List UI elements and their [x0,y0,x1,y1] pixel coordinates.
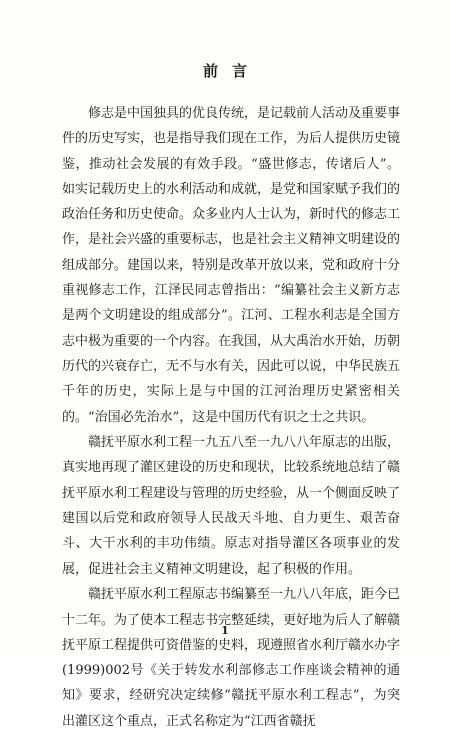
paragraph-3: 赣抚平原水利工程原志书编纂至一九八八年底，距今已十二年。为了使本工程志书完整延续，更好地为后人了解赣抚平原工程提供可资借鉴的史料，现遵照省水利厅赣水办字(1999)002号《关于转发水利部修志工作座谈会精神的通知》要求，经研究决定续修“赣抚平原水利工程志”，为突出灌区这个重点，正式名称定为“江西省赣抚 [62,587,401,729]
page-number: 1 [221,624,229,637]
paragraph-2: 赣抚平原水利工程一九五八至一九八八年原志的出版，真实地再现了灌区建设的历史和现状，比较系统地总结了赣抚平原水利工程建设与管理的历史经验，从一个侧面反映了建国以后党和政府领导人民战天斗地、自力更生、艰苦奋斗、大干水利的丰功伟绩。原志对指导灌区各项事业的发展，促进社会主义精神文明建设，起了积极的作用。 [62,435,401,577]
page-title: 前言 [202,62,261,80]
paragraph-1: 修志是中国独具的优良传统，是记载前人活动及重要事件的历史写实，也是指导我们现在工作，为后人提供历史镜鉴，推动社会发展的有效手段。“盛世修志，传诸后人”。如实记载历史上的水利活动和成就，是党和国家赋予我们的政治任务和历史使命。众多业内人士认为，新时代的修志工作，是社会兴盛的重要标志，也是社会主义精神文明建设的组成部分。建国以来，特别是改革开放以来，党和政府十分重视修志工作，江泽民同志曾指出：“编纂社会主义新方志是两个文明建设的组成部分”。江河、工程水利志是全国方志中极为重要的一个内容。在我国，从大禹治水开始，历朝历代的兴衰存亡，无不与水有关，因此可以说，中华民族五千年的历史，实际上是与中国的江河治理历史紧密相关的。“治国必先治水”，这是中国历代有识之士之共识。 [62,106,401,425]
document-body [62,101,400,734]
